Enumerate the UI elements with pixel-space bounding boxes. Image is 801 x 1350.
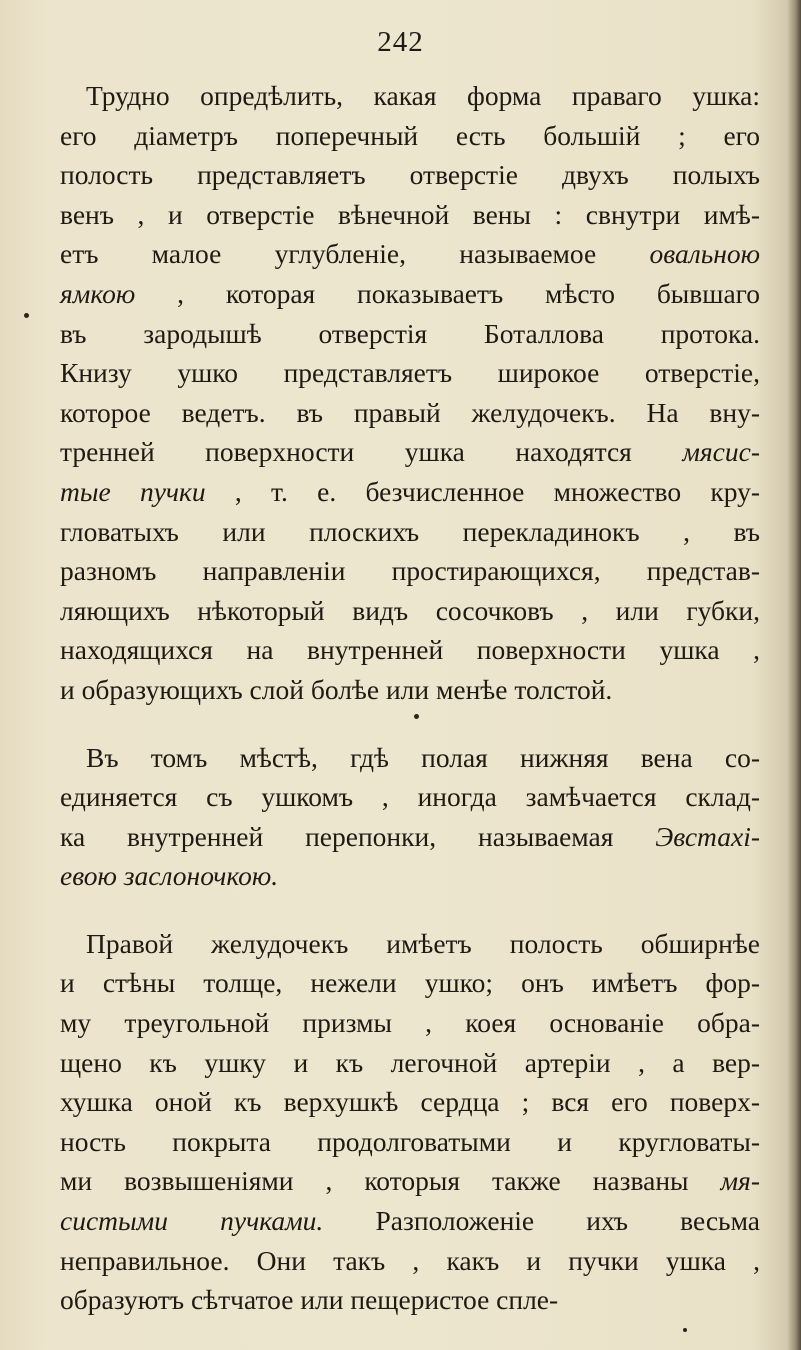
- text-line: [60, 274, 760, 314]
- text-line: [60, 817, 760, 857]
- italic-term: Эвстахі-: [655, 820, 760, 852]
- text-run: его діаметръ поперечный есть большій ; его: [60, 119, 760, 151]
- text-run: , которая показываетъ мѣсто бывшаго: [135, 277, 760, 309]
- paragraph: [60, 924, 760, 1320]
- italic-term: систыми пучками.: [60, 1205, 324, 1237]
- text-run: разномъ направленіи простирающихся, представ-: [60, 555, 760, 587]
- text-run: Книзу ушко представляетъ широкое отверстіе,: [60, 357, 760, 389]
- ink-speck: [683, 1328, 687, 1332]
- text-run: , т. е. безчисленное множество кру-: [205, 475, 760, 507]
- text-run: ка внутренней перепонки, называемая: [60, 820, 656, 852]
- text-run: му треугольной призмы , коея основаніе обра-: [60, 1007, 760, 1039]
- text-run: ность покрыта продолговатыми и кругловаты-: [60, 1125, 760, 1157]
- text-run: венъ , и отверстіе вѣнечной вены : свнутри имѣ-: [60, 198, 760, 230]
- italic-term: ямкою: [60, 277, 136, 309]
- text-run: хушка оной къ верхушкѣ сердца ; вся его поверх-: [60, 1086, 760, 1118]
- text-line: [60, 856, 760, 896]
- text-run: неправильное. Они такъ , какъ и пучки ушка ,: [60, 1244, 760, 1276]
- ink-speck: [24, 313, 29, 318]
- ink-speck: [414, 714, 419, 719]
- text-line: [60, 234, 760, 274]
- text-run: ляющихъ нѣкоторый видъ сосочковъ , или губки,: [60, 594, 760, 626]
- text-line: [60, 155, 760, 195]
- text-line: [60, 924, 760, 964]
- text-line: [60, 116, 760, 156]
- text-run: Разположеніе ихъ весьма: [323, 1205, 760, 1237]
- italic-term: евою заслоночкою.: [60, 860, 279, 892]
- text-run: полость представляетъ отверстіе двухъ полыхъ: [60, 159, 760, 191]
- text-line: [60, 591, 760, 631]
- page-number: 242: [377, 26, 424, 58]
- italic-term: мя-: [720, 1165, 760, 1197]
- text-run: етъ малое углубленіе, называемое: [60, 238, 650, 270]
- text-line: [60, 1003, 760, 1043]
- text-line: [60, 670, 760, 710]
- text-line: [60, 472, 760, 512]
- body-text: [60, 76, 760, 1348]
- text-line: [60, 630, 760, 670]
- text-run: ми возвышеніями , которыя также названы: [60, 1165, 721, 1197]
- text-run: Трудно опредѣлить, какая форма праваго ушка:: [86, 80, 760, 111]
- italic-term: мясис-: [682, 436, 760, 468]
- text-run: и стѣны толще, нежели ушко; онъ имѣетъ фор-: [60, 967, 760, 999]
- text-run: щено къ ушку и къ легочной артеріи , а вер-: [60, 1046, 760, 1078]
- text-line: [60, 738, 760, 778]
- text-line: [60, 777, 760, 817]
- text-run: въ зародышѣ отверстія Боталлова протока.: [60, 317, 760, 349]
- italic-term: тые пучки: [60, 475, 206, 507]
- text-run: Правой желудочекъ имѣетъ полость обширнѣе: [86, 927, 760, 959]
- paragraph: [60, 738, 760, 896]
- text-line: [60, 353, 760, 393]
- text-line: [60, 1082, 760, 1122]
- text-line: [60, 1043, 760, 1083]
- text-run: образуютъ сѣтчатое или пещеристое спле-: [60, 1284, 559, 1316]
- paragraph: [60, 76, 760, 710]
- text-line: [60, 1280, 760, 1320]
- text-run: находящихся на внутренней поверхности ушка ,: [60, 634, 760, 666]
- text-line: [60, 512, 760, 552]
- page-edge-shadow: [787, 0, 801, 1350]
- text-line: [60, 1201, 760, 1241]
- text-line: [60, 1241, 760, 1281]
- text-run: гловатыхъ или плоскихъ перекладинокъ , въ: [60, 515, 760, 547]
- text-line: [60, 393, 760, 433]
- text-run: тренней поверхности ушка находятся: [60, 436, 683, 468]
- text-run: и образующихъ слой болѣе или менѣе толстой.: [60, 673, 613, 705]
- text-run: которое ведетъ. въ правый желудочекъ. На вну-: [60, 396, 760, 428]
- text-line: [60, 1161, 760, 1201]
- text-run: Въ томъ мѣстѣ, гдѣ полая нижняя вена со-: [86, 741, 760, 773]
- text-line: [60, 314, 760, 354]
- text-line: [60, 963, 760, 1003]
- text-line: [60, 551, 760, 591]
- text-run: единяется съ ушкомъ , иногда замѣчается склад-: [60, 781, 760, 813]
- text-line: [60, 195, 760, 235]
- text-line: [60, 76, 760, 116]
- text-line: [60, 432, 760, 472]
- italic-term: овальною: [649, 238, 760, 270]
- text-line: [60, 1122, 760, 1162]
